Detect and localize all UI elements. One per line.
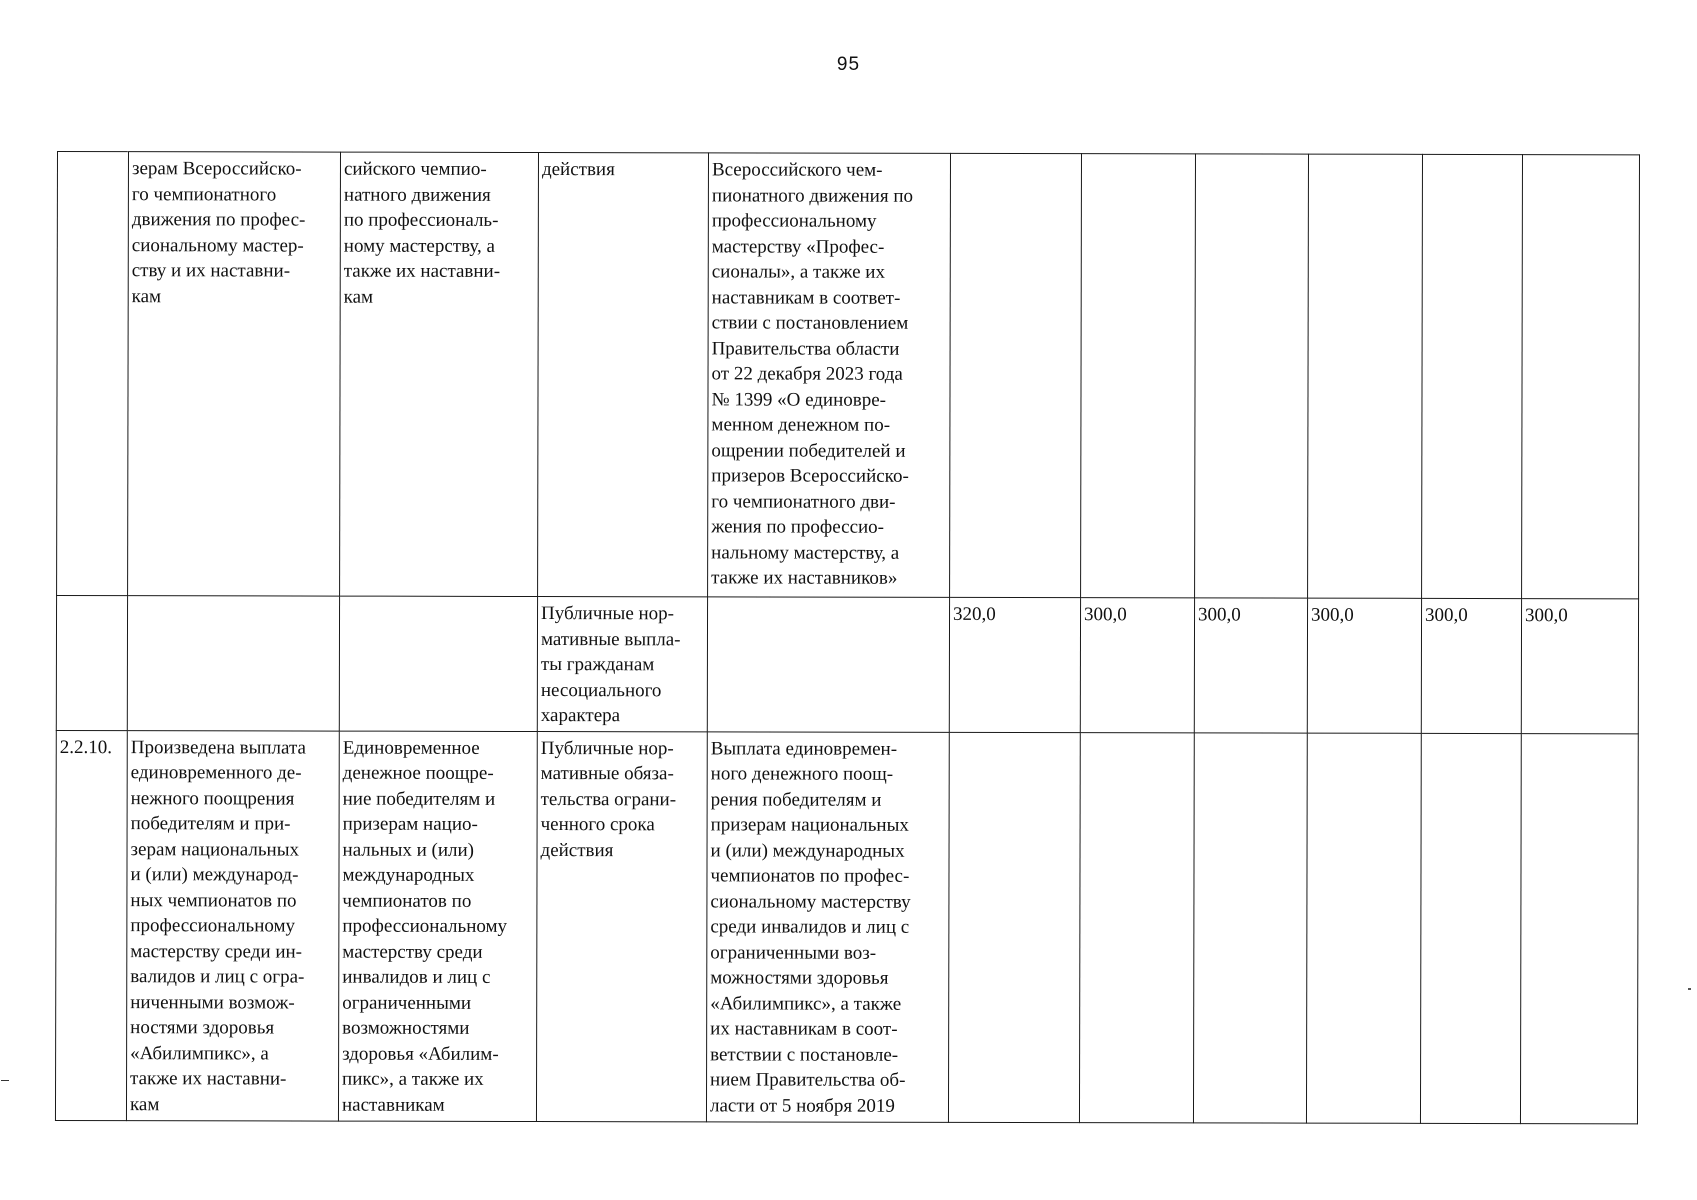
amount-cell: 320,0: [949, 597, 1080, 732]
result-cell: Произведена выплата единовременного де- нежного поощрения победителям и при- зерам национальных и (или) международ- ных чемпионатов по профессиональному мастерству среди ин- валидов и лиц с огра- ниченными возмож- ностями здоровья «Абилимпикс», а также их наставни- кам: [126, 730, 339, 1120]
amount-cell: [1079, 732, 1194, 1122]
amount-cell: 300,0: [1307, 598, 1421, 733]
measure-cell: сийского чемпио- натного движения по профессиональ- ному мастерству, а также их наставни- кам: [340, 152, 539, 596]
scan-speck: [1688, 988, 1691, 990]
amount-cell: 300,0: [1421, 598, 1521, 733]
amount-cell: [1420, 733, 1521, 1123]
result-cell: [127, 596, 339, 731]
legal-basis-cell: [707, 597, 949, 732]
budget-measures-table: [55, 151, 1640, 1124]
item-number-cell: [57, 152, 129, 596]
amount-cell: [1306, 733, 1421, 1123]
amount-cell: [1520, 733, 1638, 1123]
amount-cell: [1522, 155, 1640, 599]
item-number-cell: 2.2.10.: [55, 730, 127, 1120]
measure-cell: Единовременное денежное поощре- ние победителям и призерам нацио- нальных и (или) международных чемпионатов по профессиональному мастерству среди инвалидов и лиц с ограниченными возможностями здоровья «Абилим- пикс», а также их наставникам: [338, 731, 537, 1121]
obligation-type-cell: действия: [538, 153, 709, 597]
amount-cell: 300,0: [1080, 598, 1194, 733]
amount-cell: [1193, 732, 1307, 1122]
amount-cell: 300,0: [1194, 598, 1307, 733]
amount-cell: 300,0: [1521, 599, 1638, 734]
amount-cell: [950, 153, 1082, 597]
table-row: [57, 152, 1640, 599]
legal-basis-cell: Всероссийского чем- пионатного движения по профессиональному мастерству «Профес- сионалы», а также их наставникам в соответ- ствии с постановлением Правительства области от 22 декабря 2023 года № 1399 «О единовре- менном денежном по- ощрении победителей и призеров Всероссийско- го чемпионатного дви- жения по профессио- нальному мастерству, а также их наставников»: [708, 153, 951, 598]
amount-cell: [1422, 154, 1523, 598]
table-row: [55, 730, 1638, 1123]
result-cell: зерам Всероссийско- го чемпионатного движения по профес- сиональному мастер- ству и их наставни- кам: [128, 152, 341, 596]
item-number-cell: [56, 596, 127, 731]
amount-cell: [1081, 154, 1196, 598]
table-row: [56, 596, 1638, 734]
amount-cell: [1195, 154, 1309, 598]
amount-cell: [948, 732, 1080, 1122]
obligation-type-cell: Публичные нор- мативные выпла- ты гражданам несоциального характера: [537, 597, 707, 732]
page-number: 95: [836, 54, 861, 75]
legal-basis-cell: Выплата единовремен- ного денежного поощ- рения победителям и призерам национальных и (или) международных чемпионатов по профес- сиональному мастерству среди инвалидов и лиц с ограниченными воз- можностями здоровья «Абилимпикс», а также их наставникам в соот- ветствии с постановле- нием Правительства об- ласти от 5 ноября 2019: [706, 731, 949, 1122]
amount-cell: [1308, 154, 1423, 598]
scan-margin-mark: [1, 1080, 9, 1081]
obligation-type-cell: Публичные нор- мативные обяза- тельства ограни- ченного срока действия: [536, 731, 707, 1121]
measure-cell: [339, 596, 537, 731]
